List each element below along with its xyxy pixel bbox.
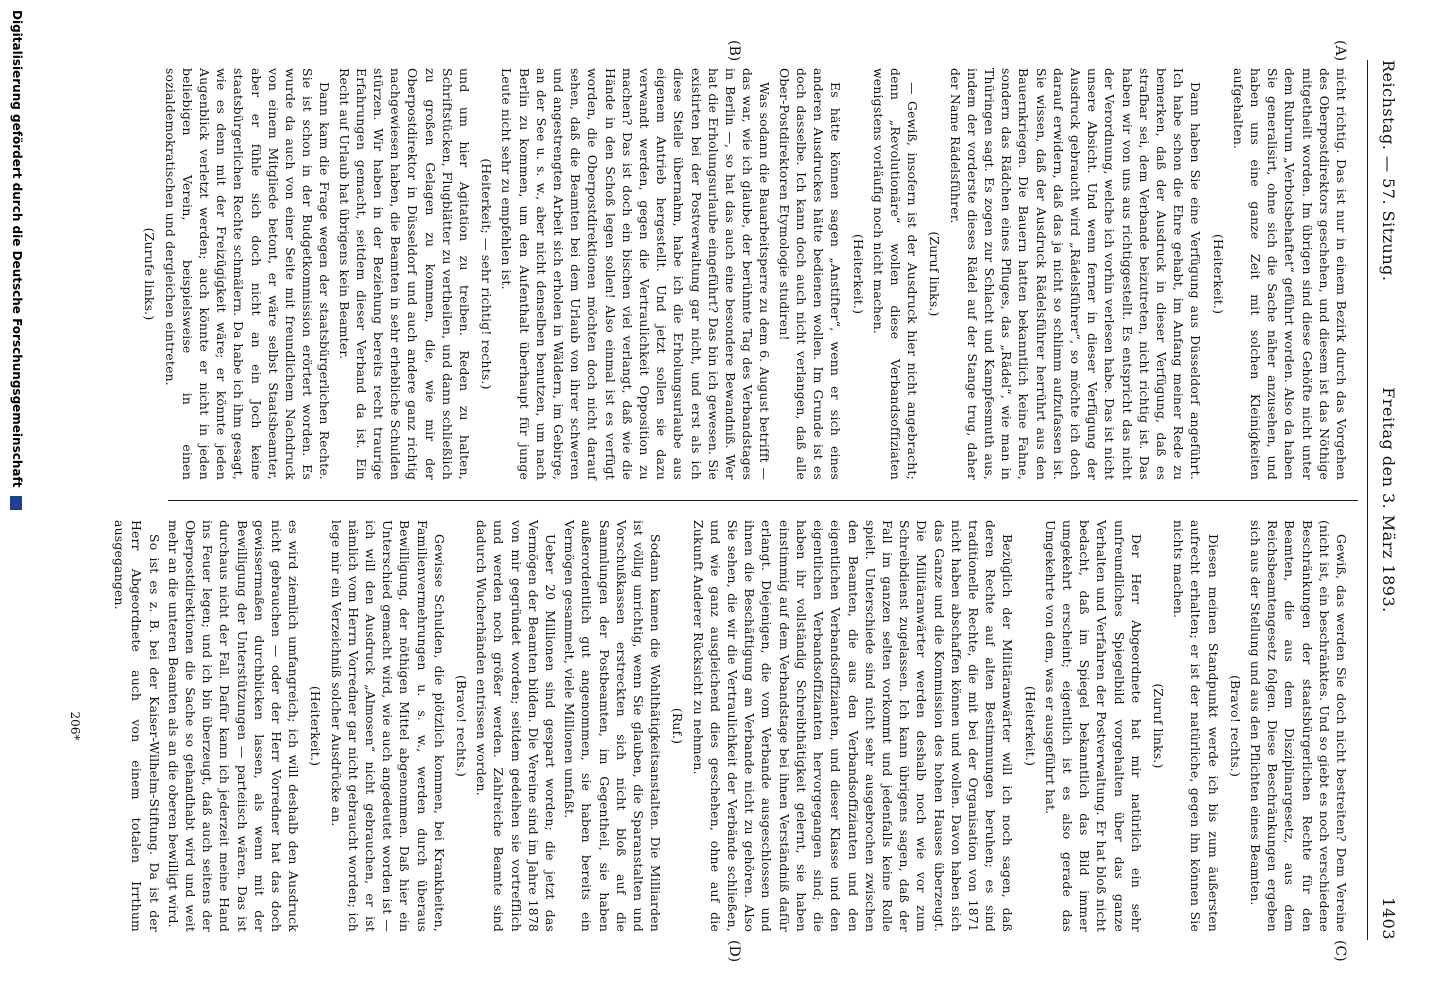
header-date: Freitag den 3. März 1893.: [1379, 387, 1398, 613]
left-paragraph: Es hätte können sagen „Anstifter“, wenn er sich eines anderen Ausdruckes hätte bedienen wollen. Im Grunde ist es doch dasselbe. Ich kann doch auch nicht verlangen, daß alle Ober-Postdirektoren Etymologie studiren!: [776, 68, 844, 480]
right-interjection: (Bravo! rechts.): [454, 674, 470, 778]
left-paragraph: Was sodann die Bauarbeitsperre zu dem 6. August betrifft — das war, wie ich glaube, der berühmte Tag des Verbandstages in Berlin —, so hat das auch eine besondere Bewandniß. Wer hat die Erholungsurlaube eingeführt? Das bin ich gewesen. Sie existirten bei der Postverwaltung gar nicht, und erst als ich diese Stelle übernahm, habe ich die Erholungsurlaube aus eigenem Antrieb hergestellt. Und jetzt sollen sie dazu verwandt werden, gegen die Vertraulichkeit Opposition zu machen? Das ist doch ein bischen viel verlangt, daß wie die Hände in den Schoß legen sollen! Also einmal ist es verfügt worden, die Oberpostdirektionen möchten doch nicht darauf sehen, daß die Beamten bei dem Urlaub von ihrer schweren und angestrengten Arbeit sich erholen in Wäldern, im Gebirge, an der See u. s. w., aber nicht denselben benutzen, um nach Berlin zu kommen, um den Aufenthalt überhaupt für junge Leute nicht sehr zu empfehlen ist.: [499, 68, 773, 480]
right-interjection: (Ruf.): [670, 707, 686, 745]
left-paragraph: — Gewiß, insofern ist der Ausdruck hier nicht angebracht; denn „Revolutionäre“ wollen diese Verbandsoffiziaten wenigstens vorläufig noch nicht machen.: [870, 68, 921, 480]
header-left: Reichstag. — 57. Sitzung.: [1379, 60, 1398, 282]
right-paragraph: Gewisse Schulden, die plötzlich kommen, bei Krankheiten, Familienvermehrungen u. s. w., werden durch überaus Bewilligung, der nöthigen Mittel abgenommen. Daß hier ein Unterschied gemacht wird, wie auch angedeutet worden ist — ich will den Ausdruck „Almosen“ nicht gebrauchen, er ist nämlich vom Herrn Vorredner gar nicht gebraucht worden; ich lege mir ein Verzeichniß solcher Ausdrücke an.: [328, 520, 447, 932]
left-interjection: (Heiterkeit.): [850, 233, 866, 315]
left-paragraph: Dann haben Sie eine Verfügung aus Düsseldorf angeführt. Ich habe schon die Ehre gehabt, im Anfang meiner Rede zu bemerken, daß der Ausdruck in dieser Verfügung, daß es strafbar sei, dem Verbande beizutreten, nicht richtig ist. Das haben wir von uns aus richtiggestellt. Es entspricht das nicht der Verordnung, welche ich vorhin verlesen habe. Das ist nicht unsere Absicht. Und wenn ferner in dieser Verfügung der Ausdruck gebraucht wird „Rädelsführer“, so möchte ich doch darauf erwidern, daß das ja nicht so schlimm aufzufassen ist. Sie wissen, daß der Ausdruck Rädelsführer herrührt aus den Bauernkriegen. Die Bauern hatten bekanntlich keine Fahne, sondern das Rädchen eines Pfluges, das „Rädel“, wie man in Thüringen sagt. Es zogen zur Schlacht und Kampfesmuth aus, indem der vorderste dieses Rädel auf der Stange trug, daher der Name Rädelsführer.: [947, 68, 1204, 480]
left-interjection: (Zuruf links.): [927, 231, 943, 317]
margin-marker-b: (B): [726, 40, 742, 62]
right-column: [109, 520, 1350, 932]
margin-marker-c: (C): [1332, 940, 1348, 962]
right-paragraph: es wird ziemlich umfangreich; ich will deshalb den Ausdruck nicht gebrauchen — oder der Herr Vorredner hat das doch gewissermaßen durchblicken lassen, als wenn mit der Bewilligung der Unterstützungen — parteiisch wären. Das ist durchaus nicht der Fall. Dafür kann ich jederzeit meine Hand ins Feuer legen; und ich bin überzeugt, daß auch seitens der Oberpostdirektionen die Sache so gehandhabt wird und weit mehr an die unteren Beamten als an die oberen bewilligt wird.: [165, 520, 302, 932]
funding-note: [4, 0, 24, 1000]
right-paragraph: Der Herr Abgeordnete hat mir natürlich ein sehr unfreundliches Spiegelbild vorgehalten über das ganze Verhalten und Verfahren der Postverwaltung. Er hat bloß nicht bedacht, daß im Spiegel bekanntlich das Bild immer umgekehrt erscheint; eigentlich ist es also gerade das Umgekehrte von dem, was er ausgeführt hat.: [1042, 520, 1144, 932]
dfg-logo-icon: [11, 496, 23, 510]
right-paragraph: Gewiß, das werden Sie doch nicht bestreiten? Dem Vereine (nicht ist, ein beschränktes. Und so giebt es noch verschiedene Beschränkungen der staatsbürgerlichen Rechte für den Beamten, die aus dem Disziplinargesetz, aus dem Reichsbeamtengesetz folgen. Diese Beschränkungen ergeben sich aus der Stellung und aus den Pflichten eines Beamten.: [1247, 520, 1349, 932]
right-paragraph: Ueber 20 Millionen sind gespart worden; die jetzt das Vermögen der Beamten bilden. Die Vereine sind im Jahre 1878 von mir gegründet worden; seitdem gedeihen sie vortrefflich und werden noch größer werden. Zahlreiche Beamte sind dadurch Wucherhänden entrissen worden.: [474, 520, 559, 932]
left-column: [136, 68, 1350, 480]
page-number: 1403: [1379, 897, 1398, 940]
margin-marker-a: (A): [1332, 40, 1348, 62]
left-interjection: (Zurufe links.): [142, 227, 158, 321]
right-interjection: (Bravo! rechts.): [1227, 674, 1243, 778]
right-paragraph: Diesen meinen Standpunkt werde ich bis zum äußersten aufrecht erhalten; er ist der natürliche, gegen ihn können Sie nichts machen.: [1171, 520, 1221, 932]
funding-note-text: Digitalisierung gefördert durch die Deutsche Forschungsgemeinschaft: [10, 10, 24, 488]
right-interjection: (Heiterkeit.): [308, 685, 324, 767]
signature-number: 206*: [68, 711, 82, 741]
left-paragraph: nicht richtig. Das ist nur in einem Bezirk durch das Vorgehen des Oberpostdirektors geschehen, und diesem ist das Nöthige mitgetheilt worden. Im übrigen sind diese Gehöfte nicht unter dem Rubrum „Verbotsbehaftet“ geführt worden. Also da haben Sie generalisirt, ohne sich die Sache näher anzusehen, und haben uns eine ganze Zeit mit solchen Kleinigkeiten aufgehalten.: [1230, 68, 1349, 480]
right-interjection: (Heiterkeit.): [1022, 685, 1038, 767]
margin-marker-d: (D): [726, 940, 742, 963]
left-interjection: (Heiterkeit; — sehr richtig! rechts.): [479, 158, 495, 390]
column-divider: [168, 500, 1358, 501]
header-rule: [1367, 60, 1368, 940]
right-paragraph: So ist es z. B. bei der Kaiser-Wilhelm-Stiftung. Da ist der Herr Abgeordnete auch von einem totalen Irrthum ausgegangen.: [112, 520, 162, 932]
left-paragraph: und um hier Agitation zu treiben. Reden zu halten, Schriftstücken, Flugblätter zu vertheilen, und dann schließlich zu großen Gelagen zu kommen, die, wie mir der Oberpostdirektor in Düsseldorf und auch andere ganz richtig nachgewiesen haben, die Beamten in sehr erhebliche Schulden stürzen. Wir haben in der Beziehung bereits recht traurige Erfahrungen gemacht, seitdem dieser Verband da ist. Ein Recht auf Urlaub hat übrigens kein Beamter.: [336, 68, 473, 480]
page-header: [1372, 60, 1398, 940]
left-interjection: (Heiterkeit.): [1210, 233, 1226, 315]
right-interjection: (Zuruf links.): [1150, 683, 1166, 769]
left-paragraph: Dann kam die Frage wegen der staatsbürgerlichen Rechte. Sie ist schon in der Budgetkommission erörtert worden. Es wurde da auch von einer Seite mit freundlichem Nachdruck von einem Mitgliede betont, er wäre selbst Staatsbeamter, aber er fühle sich doch nicht an ein Joch keine staatsbürgerlichen Rechte schmälern. Da habe ich ihm gesagt, wie es denn mit der Freizügigkeit wäre; er könnte jeden Augenblick verletzt werden; auch könnte er nicht in jeden beliebigen Verein, beispielsweise in einen sozialdemokratischen und dergleichen eintreten.: [162, 68, 333, 480]
right-paragraph: Sodann kamen die Wohlthätigkeitsanstalten. Die Milliarden ist völlig unrichtig, wenn Sie glauben, die Sparanstalten und Vorschußkassen erstreckten sich nicht bloß auf die Sammlungen der Postbeamten, im Gegentheil, sie haben außerordentlich gut angenommen, sie haben bereits ein Vermögen gesammelt, viele Millionen umfaßt.: [562, 520, 664, 932]
right-paragraph: Bezüglich der Militäranwärter will ich noch sagen, daß deren Rechte auf alten Bestimmungen beruhen; es sind traditionelle Rechte, die mit bei der Organisation von 1871 nicht haben abschaffen können und wollen. Davon haben sich das Ganze und die Kommission des hohen Hauses überzeugt. Die Militäranwärter werden deshalb noch wie vor zum Schreibdienst zugelassen. Ich kann übrigens sagen, daß der Fall im ganzen selten vorkommt und jedenfalls keine Rolle spielt. Unterschiede sind nicht sehr ausgebrochen zwischen den Beamten, die aus den Verbandsoffizianten und den eigentlichen Verbandsoffizianten, und dieser Klasse und den eigentlichen Verbandsoffizianten hervorgegangen sind; die haben ihr vollständig Schreibthätigkeit gelernt, sie haben einstimmig auf dem Verbandstage bei ihnen Verständniß dafür erlangt. Diejenigen, die vom Verbande ausgeschlossen und ihnen die Beschäftigung am Verbande nicht zu gehören. Also Sie sehen, die wir die Vertraulichkeit der Verbände schließen, und wie ganz ausgleichend dies geschehen, ohne auf die Zukunft Anderer Rücksicht zu nehmen.: [690, 520, 1016, 932]
